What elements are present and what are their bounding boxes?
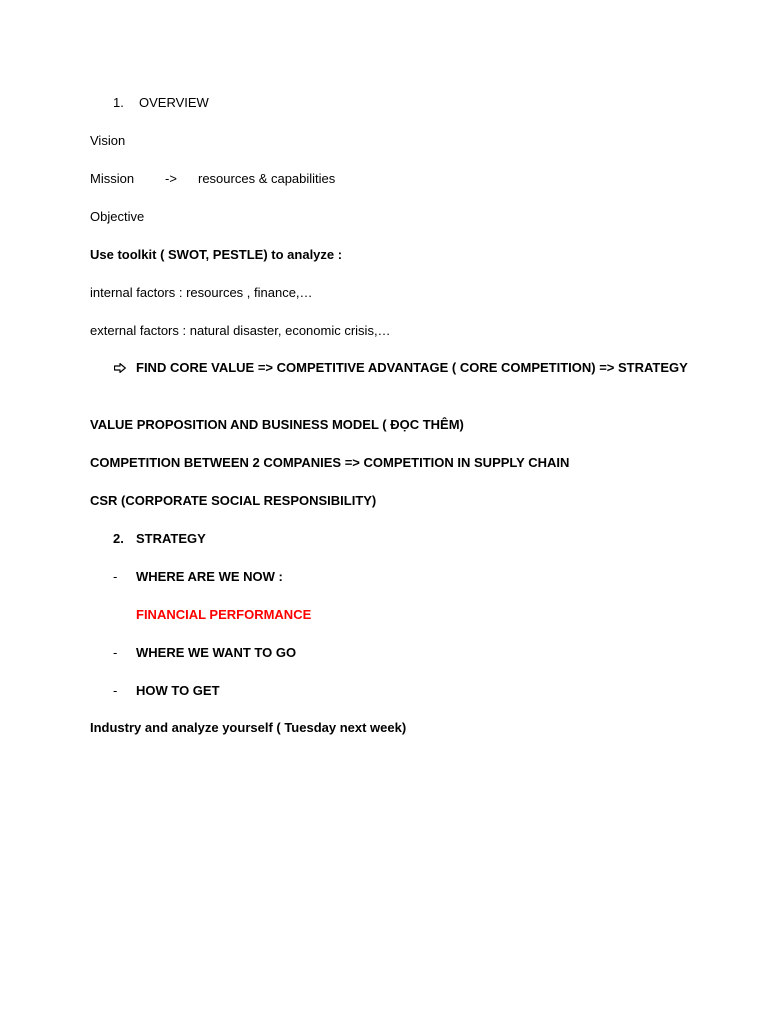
section-1-title: OVERVIEW [139,95,209,110]
dash-bullet: - [113,569,118,584]
section-2-number: 2. [113,531,124,546]
industry-line: Industry and analyze yourself ( Tuesday next week) [90,720,407,735]
mission-text: resources & capabilities [198,171,336,186]
mission-label: Mission [90,171,135,186]
core-value-line: FIND CORE VALUE => COMPETITIVE ADVANTAGE ( CORE COMPETITION) => STRATEGY [136,360,688,375]
where-go-line: WHERE WE WANT TO GO [136,645,297,660]
value-proposition-line: VALUE PROPOSITION AND BUSINESS MODEL ( ĐỌC THÊM) [90,417,464,432]
toolkit-line: Use toolkit ( SWOT, PESTLE) to analyze : [90,247,343,262]
how-get-line: HOW TO GET [136,683,220,698]
dash-bullet: - [113,645,118,660]
external-factors-line: external factors : natural disaster, economic crisis,… [90,323,391,338]
vision-line: Vision [90,133,126,148]
objective-line: Objective [90,209,145,224]
financial-performance-line: FINANCIAL PERFORMANCE [136,607,312,622]
internal-factors-line: internal factors : resources , finance,… [90,285,313,300]
section-1-number: 1. [113,95,124,110]
csr-line: CSR (CORPORATE SOCIAL RESPONSIBILITY) [90,493,377,508]
mission-arrow: -> [165,171,177,186]
where-now-line: WHERE ARE WE NOW : [136,569,283,584]
section-2-title: STRATEGY [136,531,206,546]
arrow-bullet-icon [114,363,126,373]
dash-bullet: - [113,683,118,698]
competition-line: COMPETITION BETWEEN 2 COMPANIES => COMPETITION IN SUPPLY CHAIN [90,455,570,470]
